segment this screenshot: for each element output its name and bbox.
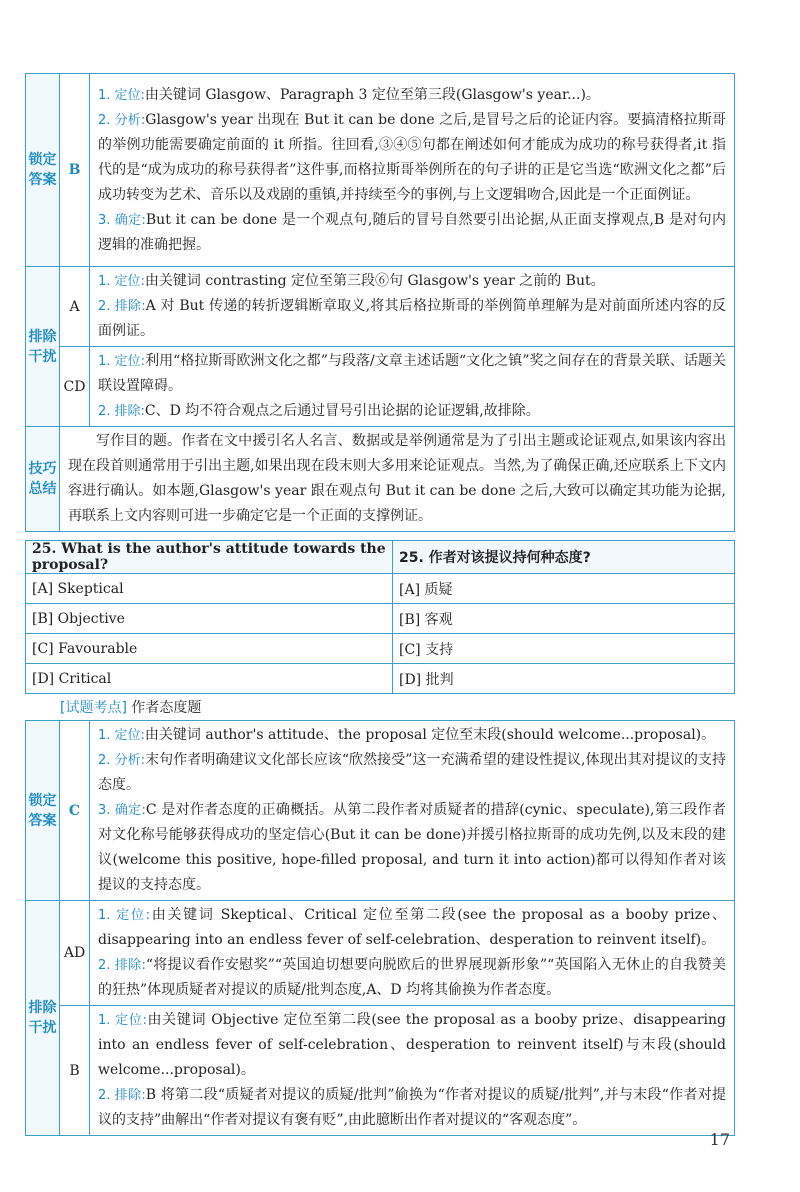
locked-answer-letter: C	[60, 721, 90, 901]
text-locate: 由关键词 Objective 定位至第二段(see the proposal as a booby prize、disappearing into an endless fever of self-celebration、desperation to reinvent itself)与末段(should welcome...proposal)。	[98, 1012, 727, 1078]
question-header-row	[26, 541, 735, 574]
option-row-b	[26, 604, 735, 634]
option-d-en: [D] Critical	[26, 664, 393, 694]
text-confirm: But it can be done 是一个观点句,随后的冒号自然要引出论据,从正面支撑观点,B 是对句内逻辑的准确把握。	[98, 211, 726, 253]
option-row-d	[26, 664, 735, 694]
tag-locate: 1. 定位:	[98, 274, 145, 289]
tag-exclude: 2. 排除:	[98, 1088, 146, 1103]
exclude-letter-a: A	[60, 267, 90, 347]
analysis-table-q25	[25, 720, 735, 1136]
text-exclude: C、D 均不符合观点之后通过冒号引出论据的论证逻辑,故排除。	[144, 403, 540, 419]
text-analysis: Glasgow's year 出现在 But it can be done 之后,是冒号之后的论证内容。要搞清格拉斯哥的举例功能需要确定前面的 it 所指。往回看,③④⑤句都在阐述如何才能成为成功的称号获得者,it 指代的是“成为成功的称号获得者”这件事,而格拉斯哥举例所在的句子讲的正是它当选“欧洲文化之都”后成功转变为艺术、音乐以及戏剧的重镇,并持续至今的事例,与上文逻辑吻合,因此是一个正面例证。	[98, 111, 727, 203]
tips-row	[26, 427, 735, 532]
line-confirm	[98, 208, 726, 258]
tag-exclude: 2. 排除:	[98, 404, 145, 419]
text-locate: 由关键词 author's attitude、the proposal 定位至末段(should welcome...proposal)。	[144, 727, 716, 743]
exclude-letter-cd: CD	[60, 347, 90, 427]
text-locate: 利用“格拉斯哥欧洲文化之都”与段落/文章主述话题“文化之镇”奖之间存在的背景关联、话题关联设置障碍。	[98, 353, 726, 394]
question-cn: 25. 作者对该提议持何种态度?	[393, 541, 735, 574]
page-number: 17	[709, 1130, 730, 1149]
text-exclude: “将提议看作安慰奖”“英国迫切想要向脱欧后的世界展现新形象”“英国陷入无休止的自我赞美的狂热”体现质疑者对提议的质疑/批判态度,A、D 均将其偷换为作者态度。	[98, 957, 726, 998]
analysis-table-q24	[25, 73, 735, 532]
exclude-content-a	[90, 267, 735, 347]
text-exclude: A 对 But 传递的转折逻辑断章取义,将其后格拉斯哥的举例简单理解为是对前面所述内容的反面例证。	[98, 298, 727, 339]
option-b-cn: [B] 客观	[393, 604, 735, 634]
text-exclude: B 将第二段“质疑者对提议的质疑/批判”偷换为“作者对提议的质疑/批判”,并与末段“作者对提议的支持”曲解出“作者对提议有褒有贬”,由此臆断出作者对提议的“客观态度”。	[98, 1087, 727, 1128]
question-en: 25. What is the author's attitude towards the proposal?	[26, 541, 393, 574]
tag-locate: 1. 定位:	[98, 354, 146, 369]
text-locate: 由关键词 Skeptical、Critical 定位至第二段(see the proposal as a booby prize、disappearing into an endless fever of self-celebration、desperation to reinvent itself)。	[98, 907, 726, 948]
text-locate: 由关键词 contrasting 定位至第三段⑥句 Glasgow's year 之前的 But。	[144, 273, 605, 289]
text-analysis: 末句作者明确建议文化部长应该“欣然接受”这一充满希望的建设性提议,体现出其对提议的支持态度。	[98, 752, 727, 793]
tag-analysis: 2. 分析:	[98, 753, 146, 768]
tips-label: 技巧总结	[26, 427, 60, 532]
tag-confirm: 3. 确定:	[98, 212, 146, 228]
exclude-letter-b: B	[60, 1006, 90, 1136]
exclude-row-b	[26, 1006, 735, 1136]
locked-answer-label: 锁定答案	[26, 721, 60, 901]
exclude-content-cd	[90, 347, 735, 427]
option-row-a	[26, 574, 735, 604]
tag-confirm: 3. 确定:	[98, 803, 146, 818]
option-row-c	[26, 634, 735, 664]
locked-answer-letter: B	[60, 74, 90, 267]
tag-locate: 1. 定位:	[98, 1013, 147, 1028]
tag-locate: 1. 定位:	[98, 728, 145, 743]
locked-answer-content	[90, 721, 735, 901]
locked-answer-content	[90, 74, 735, 267]
line-analysis	[98, 108, 726, 208]
exclude-row-ad	[26, 901, 735, 1006]
exclude-content-b	[90, 1006, 735, 1136]
line-locate	[98, 83, 726, 108]
locked-answer-label: 锁定答案	[26, 74, 60, 267]
locked-answer-row	[26, 721, 735, 901]
text-confirm: C 是对作者态度的正确概括。从第二段作者对质疑者的措辞(cynic、speculate),第三段作者对文化称号能够获得成功的坚定信心(But it can be done)并援引格拉斯哥的成功先例,以及末段的建议(welcome this positive, hope-filled proposal, and turn it into action)都可以得知作者对该提议的支持态度。	[98, 802, 726, 893]
option-a-cn: [A] 质疑	[393, 574, 735, 604]
exclude-label: 排除干扰	[26, 901, 60, 1136]
question-25-table	[25, 540, 735, 694]
exclude-content-ad	[90, 901, 735, 1006]
key-point-text: 作者态度题	[131, 700, 202, 716]
tag-locate: 1. 定位:	[98, 87, 145, 103]
key-point-tag: [试题考点]	[60, 700, 127, 716]
exclude-row-a	[26, 267, 735, 347]
key-point-line	[60, 697, 201, 717]
text-locate: 由关键词 Glasgow、Paragraph 3 定位至第三段(Glasgow's year...)。	[144, 86, 600, 103]
tag-locate: 1. 定位:	[98, 908, 151, 923]
option-d-cn: [D] 批判	[393, 664, 735, 694]
exclude-label: 排除干扰	[26, 267, 60, 427]
locked-answer-row	[26, 74, 735, 267]
tag-exclude: 2. 排除:	[98, 299, 146, 314]
option-c-en: [C] Favourable	[26, 634, 393, 664]
option-c-cn: [C] 支持	[393, 634, 735, 664]
option-a-en: [A] Skeptical	[26, 574, 393, 604]
tag-analysis: 2. 分析:	[98, 112, 146, 128]
option-b-en: [B] Objective	[26, 604, 393, 634]
exclude-row-cd	[26, 347, 735, 427]
exclude-letter-ad: AD	[60, 901, 90, 1006]
tag-exclude: 2. 排除:	[98, 958, 146, 973]
tips-content: 写作目的题。作者在文中援引名人名言、数据或是举例通常是为了引出主题或论证观点,如果该内容出现在段首则通常用于引出主题,如果出现在段末则大多用来论证观点。当然,为了确保正确,还应联系上下文内容进行确认。如本题,Glasgow's year 跟在观点句 But it can be done 之后,大致可以确定其功能为论据,再联系上文内容则可进一步确定它是一个正面的支撑例证。	[60, 427, 735, 532]
